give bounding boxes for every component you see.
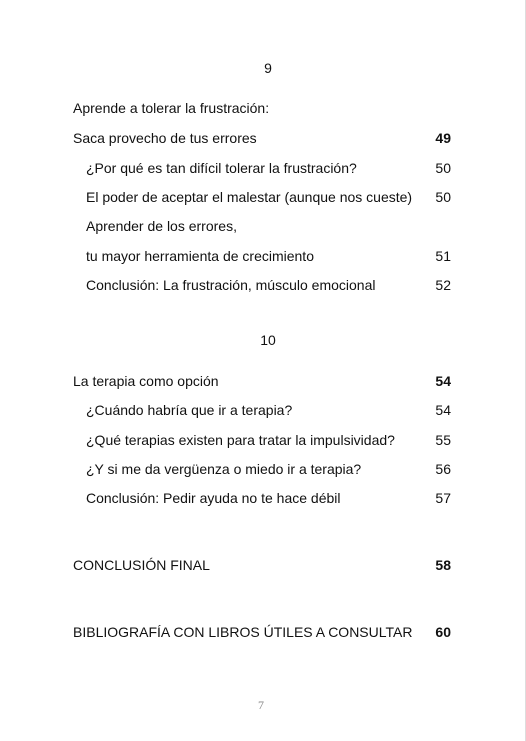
toc-entry-text: El poder de aceptar el malestar (aunque nos cueste) [86,189,413,205]
chapter-10-page: 54 [435,373,451,389]
toc-entry-text: ¿Cuándo habría que ir a terapia? [86,402,293,418]
toc-entry-page: 51 [435,248,451,264]
toc-entry-text: Conclusión: Pedir ayuda no te hace débil [86,490,341,506]
chapter-9-number: 9 [264,60,272,76]
toc-entry-text: tu mayor herramienta de crecimiento [86,248,314,264]
chapter-10-title-text: La terapia como opción [73,373,219,389]
toc-entry-page: 57 [435,490,451,506]
toc-entry-text: Conclusión: La frustración, músculo emocional [86,277,376,293]
chapter-9-page: 49 [435,130,451,146]
bibliography-page: 60 [435,624,451,640]
toc-entry-text: Aprender de los errores, [86,218,237,234]
chapter-9-subtitle-text: Saca provecho de tus errores [73,130,257,146]
conclusion-page: 58 [435,557,451,573]
toc-entry-page: 50 [435,189,451,205]
toc-entry-page: 55 [435,432,451,448]
page-number: 7 [258,698,264,712]
conclusion-text: CONCLUSIÓN FINAL [73,557,210,573]
toc-entry-page: 56 [435,461,451,477]
toc-entry-page: 50 [435,160,451,176]
toc-entry-page: 52 [435,277,451,293]
toc-entry-text: ¿Qué terapias existen para tratar la impulsividad? [86,432,395,448]
toc-entry-text: ¿Y si me da vergüenza o miedo ir a terapia? [86,461,362,477]
toc-entry-text: ¿Por qué es tan difícil tolerar la frustración? [86,160,357,176]
chapter-10-number: 10 [260,332,276,348]
chapter-9-title-text: Aprende a tolerar la frustración: [73,100,270,116]
toc-entry-page: 54 [435,402,451,418]
bibliography-text: BIBLIOGRAFÍA CON LIBROS ÚTILES A CONSULTAR [73,624,413,640]
